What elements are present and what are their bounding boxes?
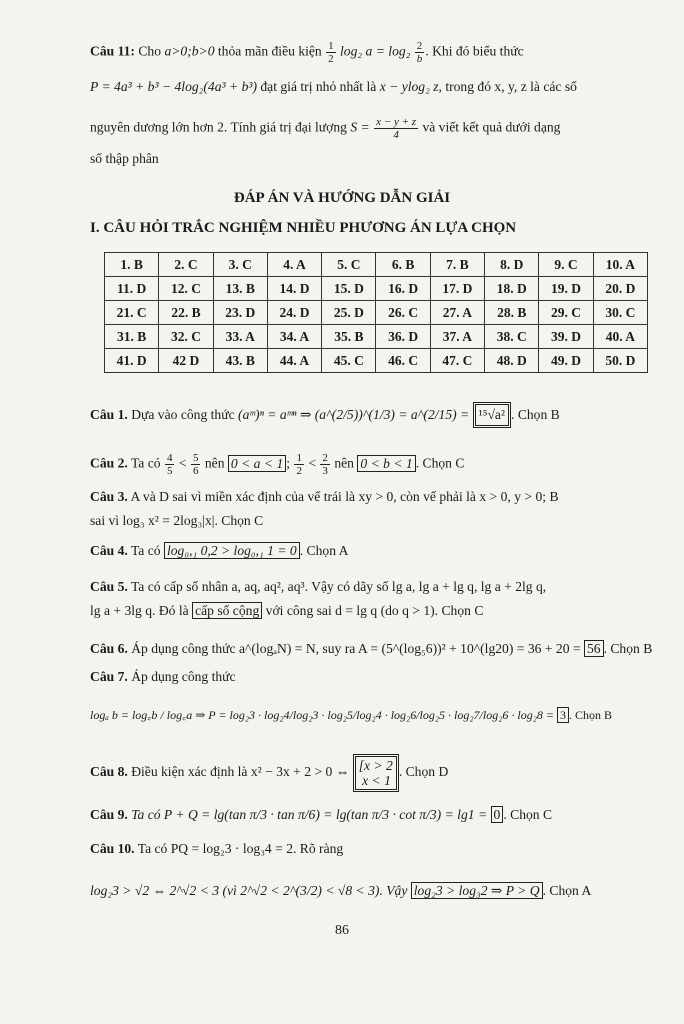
solution-choice: . Chọn A	[299, 543, 349, 558]
solution-text: với công sai d = lg q (do q > 1). Chọn C	[265, 603, 484, 618]
answer-cell: 11. D	[105, 277, 159, 301]
answer-cell: 42 D	[159, 349, 213, 373]
solution-text: Điều kiện xác định là x² − 3x + 2 > 0 ⇔	[131, 764, 350, 780]
answer-table	[104, 252, 648, 373]
solution-10	[90, 840, 343, 858]
boxed-answer: 0	[491, 806, 504, 823]
answer-cell: 47. C	[430, 349, 484, 373]
fraction: $\frac{5}{6}$	[192, 452, 199, 477]
solution-choice: . Chọn A	[542, 883, 592, 898]
q11-expression: x − ylog₂ z	[379, 79, 439, 94]
answer-row	[105, 277, 648, 301]
solution-label: Câu 8.	[90, 764, 128, 780]
solution-text: Dựa vào công thức	[131, 407, 235, 422]
q11-text: . Khi đó biểu thức	[425, 43, 524, 59]
q11-fraction: $\frac{2}{b}$	[416, 40, 423, 65]
solution-text: Ta có	[130, 543, 161, 558]
q11-fraction: $\frac{1}{2}$	[328, 40, 334, 65]
answer-cell: 1. B	[105, 253, 159, 277]
answer-cell: 37. A	[430, 325, 484, 349]
solution-9	[90, 806, 552, 824]
page-number: 86	[335, 923, 349, 938]
q11-text: , trong đó x, y, z là các số	[438, 79, 577, 94]
solution-label: Câu 2.	[90, 455, 128, 471]
q11-line3	[90, 116, 560, 141]
answer-cell: 13. B	[213, 277, 267, 301]
answer-cell: 44. A	[267, 349, 321, 373]
option: x < 1	[362, 773, 391, 788]
solution-5-line2	[90, 602, 483, 620]
q11-text: và viết kết quả dưới dạng	[422, 119, 561, 135]
solution-label: Câu 9.	[90, 807, 128, 822]
boxed-answer: log₀,₁ 0,2 > log₀,₁ 1 = 0	[164, 542, 300, 559]
answer-cell: 41. D	[105, 349, 159, 373]
fraction: $\frac{2}{3}$	[322, 452, 328, 477]
answer-cell: 29. C	[539, 301, 593, 325]
answer-cell: 39. D	[539, 325, 593, 349]
answer-cell: 35. B	[322, 325, 376, 349]
solution-label: Câu 5.	[90, 579, 128, 594]
solution-formula: (aᵐ)ⁿ = aᵐⁿ ⇒ (a^(2/5))^(1/3) = a^(2/15) =	[238, 407, 470, 422]
answer-cell: 46. C	[376, 349, 430, 373]
solution-10-line2	[90, 882, 591, 900]
solution-7-formula	[90, 706, 612, 724]
answer-cell: 23. D	[213, 301, 267, 325]
solution-label: Câu 3.	[90, 489, 128, 504]
q11-line2	[90, 78, 577, 96]
solution-formula: log₂3 > √2 ⇔ 2^√2 < 3 (vì 2^√2 < 2^(3/2) < √8 < 3). Vậy	[90, 883, 408, 898]
answer-cell: 3. C	[213, 253, 267, 277]
answer-cell: 43. B	[213, 349, 267, 373]
solution-text: nên	[204, 455, 225, 471]
answer-cell: 28. B	[485, 301, 539, 325]
answer-cell: 6. B	[376, 253, 430, 277]
solution-2	[90, 452, 464, 477]
solution-choice: . Chọn C	[415, 455, 465, 471]
boxed-answer: 0 < b < 1	[357, 455, 415, 472]
solution-text: A và D sai vì miền xác định của vế trái là xy > 0, còn vế phải là x > 0, y > 0; B	[130, 489, 559, 504]
solution-7	[90, 668, 236, 686]
answer-cell: 50. D	[593, 349, 647, 373]
fraction: $\frac{4}{5}$	[166, 452, 173, 477]
q11-text: nguyên dương lớn hơn 2. Tính giá trị đại lượng	[90, 119, 347, 135]
separator: ;	[286, 455, 291, 471]
section-title: I. CÂU HỎI TRẮC NGHIỆM NHIỀU PHƯƠNG ÁN LỰA CHỌN	[90, 220, 517, 236]
answer-cell: 32. C	[159, 325, 213, 349]
solution-6	[90, 640, 652, 658]
q11-expression: P = 4a³ + b³ − 4log₂(4a³ + b³)	[90, 79, 257, 94]
answer-cell: 4. A	[267, 253, 321, 277]
q11-fraction: $\frac{x - y + z}{4}$	[376, 116, 417, 141]
answer-cell: 2. C	[159, 253, 213, 277]
boxed-answer: 56	[584, 640, 604, 657]
answers-title: ĐÁP ÁN VÀ HƯỚNG DẪN GIẢI	[233, 190, 451, 206]
solution-label: Câu 1.	[90, 407, 128, 422]
operator: <	[178, 455, 187, 471]
solution-5	[90, 578, 546, 596]
answer-cell: 25. D	[322, 301, 376, 325]
answer-cell: 12. C	[159, 277, 213, 301]
solution-text: lg a + 3lg q. Đó là	[90, 603, 189, 618]
answer-cell: 18. D	[485, 277, 539, 301]
answer-row	[105, 301, 648, 325]
q11-text: Cho	[138, 43, 162, 59]
answer-cell: 30. C	[593, 301, 647, 325]
answer-cell: 8. D	[485, 253, 539, 277]
answer-row	[105, 325, 648, 349]
solution-4	[90, 542, 348, 560]
solution-text: nên	[334, 455, 354, 471]
boxed-answer: 0 < a < 1	[228, 455, 286, 472]
solution-choice: . Chọn B	[603, 641, 653, 656]
q11-line1	[90, 40, 524, 65]
answer-cell: 9. C	[539, 253, 593, 277]
answer-row	[105, 253, 648, 277]
boxed-answer: 3	[557, 707, 569, 723]
answer-cell: 27. A	[430, 301, 484, 325]
solution-choice: . Chọn B	[569, 708, 613, 722]
q11-text: đạt giá trị nhỏ nhất là	[260, 79, 377, 94]
answer-cell: 45. C	[322, 349, 376, 373]
answer-cell: 31. B	[105, 325, 159, 349]
solution-formula: Ta có P + Q = lg(tan π/3 · tan π/6) = lg(tan π/3 · cot π/3) = lg1 =	[131, 807, 488, 822]
boxed-answer: log₂3 > log₃2 ⇒ P > Q	[411, 882, 543, 899]
answer-cell: 21. C	[105, 301, 159, 325]
solution-text: Ta có cấp số nhân a, aq, aq², aq³. Vậy có dãy số lg a, lg a + lg q, lg a + 2lg q,	[130, 579, 547, 594]
boxed-answer: [x > 2 x < 1	[353, 754, 399, 792]
answer-cell: 48. D	[485, 349, 539, 373]
q11-line4: số thập phân	[90, 151, 159, 166]
answer-cell: 15. D	[322, 277, 376, 301]
answer-cell: 17. D	[430, 277, 484, 301]
solution-label: Câu 4.	[90, 543, 128, 558]
solution-choice: . Chọn C	[503, 807, 553, 822]
solution-text: Ta có PQ = log₂3 · log₃4 = 2. Rõ ràng	[137, 841, 344, 856]
q11-text: thỏa mãn điều kiện	[217, 43, 322, 59]
answer-cell: 49. D	[539, 349, 593, 373]
solution-label: Câu 10.	[90, 841, 135, 856]
operator: <	[308, 455, 317, 471]
answer-cell: 16. D	[376, 277, 430, 301]
solution-choice: . Chọn B	[511, 407, 560, 422]
q11-equation: log₂ a = log₂	[340, 43, 411, 59]
answer-cell: 24. D	[267, 301, 321, 325]
answer-cell: 34. A	[267, 325, 321, 349]
solution-text: Áp dụng công thức a^(logₐN) = N, suy ra A = (5^(log₅6))² + 10^(lg20) = 36 + 20 =	[131, 641, 581, 656]
solution-text: Ta có	[130, 455, 161, 471]
solution-formula: logₐ b = log꜀b / log꜀a ⇒ P = log₂3 · log₂4/log₂3 · log₂5/log₂4 · log₂6/log₂5 · log₂7/log₂6 · log₂8 =	[90, 708, 555, 722]
answer-cell: 10. A	[593, 253, 647, 277]
q11-condition: a>0;b>0	[164, 43, 215, 59]
solution-8	[90, 754, 448, 792]
answer-cell: 19. D	[539, 277, 593, 301]
fraction: $\frac{1}{2}$	[296, 452, 302, 477]
boxed-answer: ¹⁵√a²	[473, 402, 511, 428]
q11-S: S =	[350, 119, 370, 135]
solution-1	[90, 402, 560, 428]
solution-text: Áp dụng công thức	[131, 669, 236, 684]
answer-cell: 36. D	[376, 325, 430, 349]
answer-cell: 40. A	[593, 325, 647, 349]
answer-row	[105, 349, 648, 373]
answer-cell: 22. B	[159, 301, 213, 325]
answer-cell: 38. C	[485, 325, 539, 349]
answer-cell: 14. D	[267, 277, 321, 301]
solution-label: Câu 7.	[90, 669, 128, 684]
boxed-answer: cấp số cộng	[192, 602, 262, 619]
answer-cell: 5. C	[322, 253, 376, 277]
option: x > 2	[364, 758, 393, 773]
solution-label: Câu 6.	[90, 641, 128, 656]
solution-choice: . Chọn D	[398, 764, 449, 780]
q11-label: Câu 11:	[90, 43, 135, 59]
solution-3-line2: sai vì log₃ x² = 2log₃|x|. Chọn C	[90, 513, 264, 528]
answer-cell: 33. A	[213, 325, 267, 349]
solution-3	[90, 488, 559, 506]
answer-cell: 26. C	[376, 301, 430, 325]
answer-cell: 20. D	[593, 277, 647, 301]
answer-cell: 7. B	[430, 253, 484, 277]
